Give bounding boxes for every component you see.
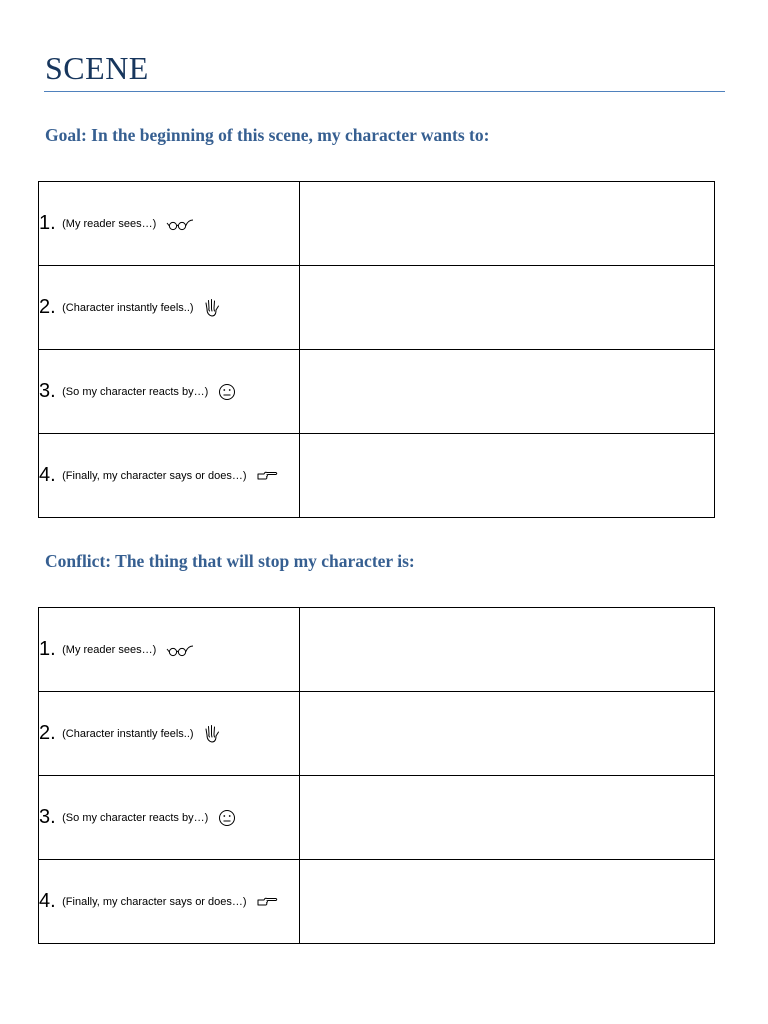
row-prompt: (My reader sees…) [62, 217, 157, 230]
row-number: 2. [39, 296, 56, 318]
row-number: 4. [39, 890, 56, 912]
row-prompt: (Finally, my character says or does…) [62, 469, 247, 482]
row-prompt: (Finally, my character says or does…) [62, 895, 247, 908]
neutral-face-icon [218, 383, 236, 401]
row-number: 1. [39, 212, 56, 234]
answer-cell[interactable] [300, 776, 715, 860]
table-row [39, 860, 715, 944]
row-number: 4. [39, 464, 56, 486]
neutral-face-icon [218, 809, 236, 827]
row-number: 1. [39, 638, 56, 660]
answer-cell[interactable] [300, 266, 715, 350]
table-row [39, 350, 715, 434]
table-row [39, 608, 715, 692]
prompt-cell [39, 608, 300, 692]
row-number: 3. [39, 806, 56, 828]
hand-icon [203, 724, 221, 744]
table-row [39, 266, 715, 350]
row-prompt: (Character instantly feels..) [62, 727, 194, 740]
prompt-cell [39, 692, 300, 776]
prompt-cell [39, 182, 300, 266]
answer-cell[interactable] [300, 860, 715, 944]
hand-icon [203, 298, 221, 318]
answer-cell[interactable] [300, 434, 715, 518]
table-row [39, 182, 715, 266]
glasses-icon [166, 643, 194, 657]
answer-cell[interactable] [300, 182, 715, 266]
conflict-table [38, 607, 715, 944]
answer-cell[interactable] [300, 350, 715, 434]
pointing-hand-icon [256, 896, 278, 908]
prompt-cell [39, 434, 300, 518]
answer-cell[interactable] [300, 608, 715, 692]
conflict-heading: Conflict: The thing that will stop my character is: [45, 551, 415, 571]
table-row [39, 434, 715, 518]
prompt-cell [39, 860, 300, 944]
pointing-hand-icon [256, 470, 278, 482]
title-divider [44, 91, 725, 92]
table-row [39, 776, 715, 860]
table-row [39, 692, 715, 776]
row-number: 2. [39, 722, 56, 744]
goal-table [38, 181, 715, 518]
row-prompt: (So my character reacts by…) [62, 385, 209, 398]
glasses-icon [166, 217, 194, 231]
row-number: 3. [39, 380, 56, 402]
prompt-cell [39, 266, 300, 350]
page-title: SCENE [45, 50, 149, 86]
row-prompt: (My reader sees…) [62, 643, 157, 656]
answer-cell[interactable] [300, 692, 715, 776]
goal-heading: Goal: In the beginning of this scene, my character wants to: [45, 125, 490, 145]
row-prompt: (So my character reacts by…) [62, 811, 209, 824]
prompt-cell [39, 350, 300, 434]
row-prompt: (Character instantly feels..) [62, 301, 194, 314]
prompt-cell [39, 776, 300, 860]
